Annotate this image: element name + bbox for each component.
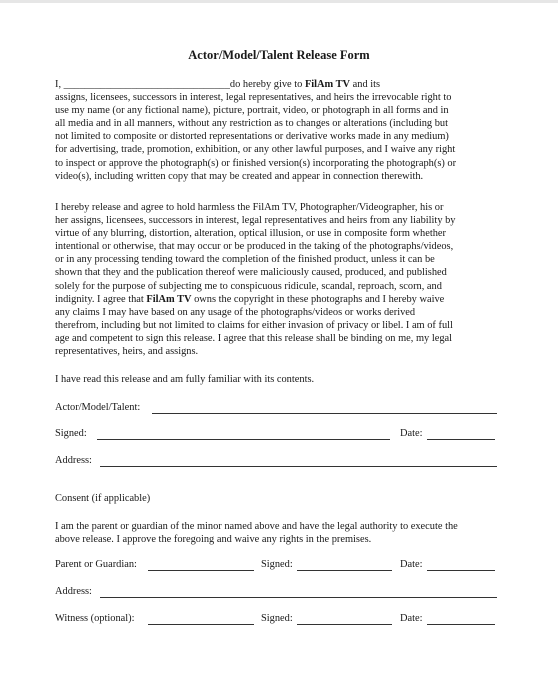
form-title: Actor/Model/Talent Release Form — [188, 48, 370, 62]
company-name-2: FilAm TV — [146, 293, 192, 305]
date-label: Date: — [400, 428, 423, 439]
address-field-row — [55, 455, 500, 469]
grant-paragraph-rest: and its assigns, licensees, successors in interest, legal representatives, and heirs the irrevocable right to use my name (or any fictional name), picture, portrait, video, or photograph in all forms and in all media and in all manners, without any restriction as to changes or alterations (including but not limited to composite or distorted representations or derivative works made in any medium) for advertising, trade, promotion, exhibition, or any other lawful purposes, and I waive any right to inspect or approve the photograph(s) or finished version(s) incorporating the photograph(s) or video(s), including written copy that may be created and appear in connection therewith. — [55, 79, 457, 182]
signed-label: Signed: — [55, 428, 87, 439]
witness-date-label: Date: — [400, 613, 423, 624]
grant-paragraph — [55, 78, 505, 183]
release-paragraph-start: I hereby release and agree to hold harmless the FilAm TV, Photographer/Videographer, his or her assigns, licensees, successors in interest, legal representatives and heirs from any liability by virtue of any blurring, distortion, alteration, optical illusion, or use in composite form whether intentional or otherwise, that may occur or be produced in the taking of the photographs/videos, or in any processing tending toward the completion of the finished product, unless it can be shown that they and the publication thereof were maliciously caused, produced, and published solely for the purpose of subjecting me to conspicuous ridicule, scandal, reproach, scorn, and indignity. I agree that — [55, 202, 456, 305]
parent-label: Parent or Guardian: — [55, 559, 137, 570]
witness-signature-line[interactable] — [297, 624, 392, 625]
guardian-paragraph: I am the parent or guardian of the minor named above and have the legal authority to execute the above release. I approve the foregoing and waive any rights in the premises. — [55, 521, 458, 546]
witness-date-line[interactable] — [427, 624, 495, 625]
date-line[interactable] — [427, 439, 495, 440]
company-name: FilAm TV — [304, 79, 351, 90]
consent-heading: Consent (if applicable) — [55, 493, 151, 504]
guardian-signed-label: Signed: — [261, 559, 293, 570]
actor-field-row — [55, 402, 500, 416]
guardian-address-label: Address: — [55, 586, 92, 597]
guardian-date-line[interactable] — [427, 570, 495, 571]
address-line[interactable] — [100, 466, 497, 467]
acknowledgement-text: I have read this release and am fully familiar with its contents. — [55, 374, 315, 385]
address-label: Address: — [55, 455, 92, 466]
top-border — [0, 0, 558, 3]
grant-paragraph-start: I, ________________________________do hereby give to — [55, 79, 305, 90]
guardian-date-label: Date: — [400, 559, 423, 570]
signed-field-row — [55, 428, 500, 442]
release-paragraph — [55, 201, 505, 358]
guardian-field-row — [55, 559, 500, 573]
parent-name-line[interactable] — [148, 570, 254, 571]
signature-line[interactable] — [97, 439, 390, 440]
witness-name-line[interactable] — [148, 624, 254, 625]
actor-label: Actor/Model/Talent: — [55, 402, 141, 413]
witness-signed-label: Signed: — [261, 613, 293, 624]
actor-name-line[interactable] — [152, 413, 497, 414]
guardian-signature-line[interactable] — [297, 570, 392, 571]
guardian-address-row — [55, 586, 500, 600]
release-paragraph-rest: owns the copyright in these photographs and I hereby waive any claims I may have based on any usage of the photographs/videos or works derived therefrom, including but not limited to claims for either invasion of privacy or libel. I am of full age and competent to sign this release. I agree that this release shall be binding on me, my legal representatives, heirs, and assigns. — [55, 293, 453, 358]
guardian-address-line[interactable] — [100, 597, 497, 598]
witness-label: Witness (optional): — [55, 613, 135, 624]
witness-field-row — [55, 613, 500, 627]
